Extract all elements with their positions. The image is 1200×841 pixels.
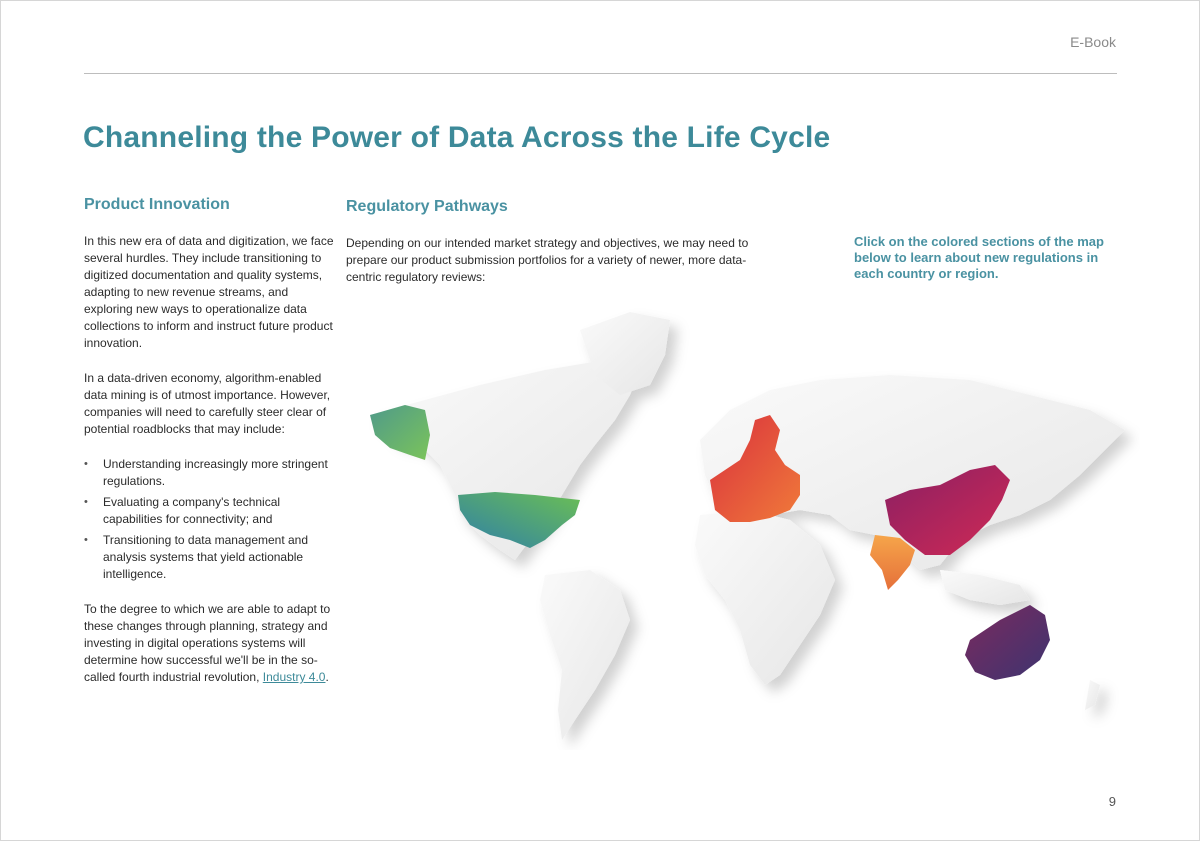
list-item: • Understanding increasingly more stringent regulations. <box>84 456 334 490</box>
intro-paragraph: In this new era of data and digitization, we face several hurdles. They include transitioning to digitized documentation and quality systems, adapting to new revenue streams, and exploring new ways to operationalize data collections to inform and instruct future product innovation. <box>84 234 334 350</box>
list-item: • Transitioning to data management and analysis systems that yield actionable intelligence. <box>84 532 334 583</box>
new-zealand-landmass <box>1085 680 1100 710</box>
page-title: Channeling the Power of Data Across the Life Cycle <box>83 121 831 154</box>
closing-paragraph <box>84 601 334 686</box>
regulatory-intro: Depending on our intended market strategy and objectives, we may need to prepare our product submission portfolios for a variety of newer, more data-centric regulatory reviews: <box>346 236 749 284</box>
ebook-label: E-Book <box>1070 34 1116 50</box>
southeast-asia-landmass <box>940 570 1030 605</box>
industry-4-link[interactable]: Industry 4.0 <box>262 670 326 684</box>
product-innovation-heading: Product Innovation <box>84 196 230 213</box>
page-number: 9 <box>1108 794 1116 809</box>
header-divider <box>84 73 1117 74</box>
economy-paragraph: In a data-driven economy, algorithm-enabled data mining is of utmost importance. However, companies will need to carefully steer clear of potential roadblocks that may include: <box>84 371 331 436</box>
product-innovation-body <box>84 233 334 704</box>
south-america-landmass <box>540 570 630 740</box>
list-item: • Evaluating a company's technical capabilities for connectivity; and <box>84 494 334 528</box>
map-region-alaska-canada[interactable] <box>370 405 430 460</box>
africa-landmass <box>695 510 835 685</box>
roadblock-list <box>84 456 334 583</box>
map-region-australia[interactable] <box>965 605 1050 680</box>
world-map <box>330 300 1140 750</box>
closing-period: . <box>325 670 329 684</box>
regulatory-pathways-heading: Regulatory Pathways <box>346 198 508 215</box>
closing-text: To the degree to which we are able to adapt to these changes through planning, strategy and investing in digital operations systems will determine how successful we'll be in the so-called fourth industrial revolution, <box>84 602 331 684</box>
map-region-usa[interactable] <box>458 492 580 548</box>
map-instructions: Click on the colored sections of the map below to learn about new regulations in each country or region. <box>854 234 1104 281</box>
